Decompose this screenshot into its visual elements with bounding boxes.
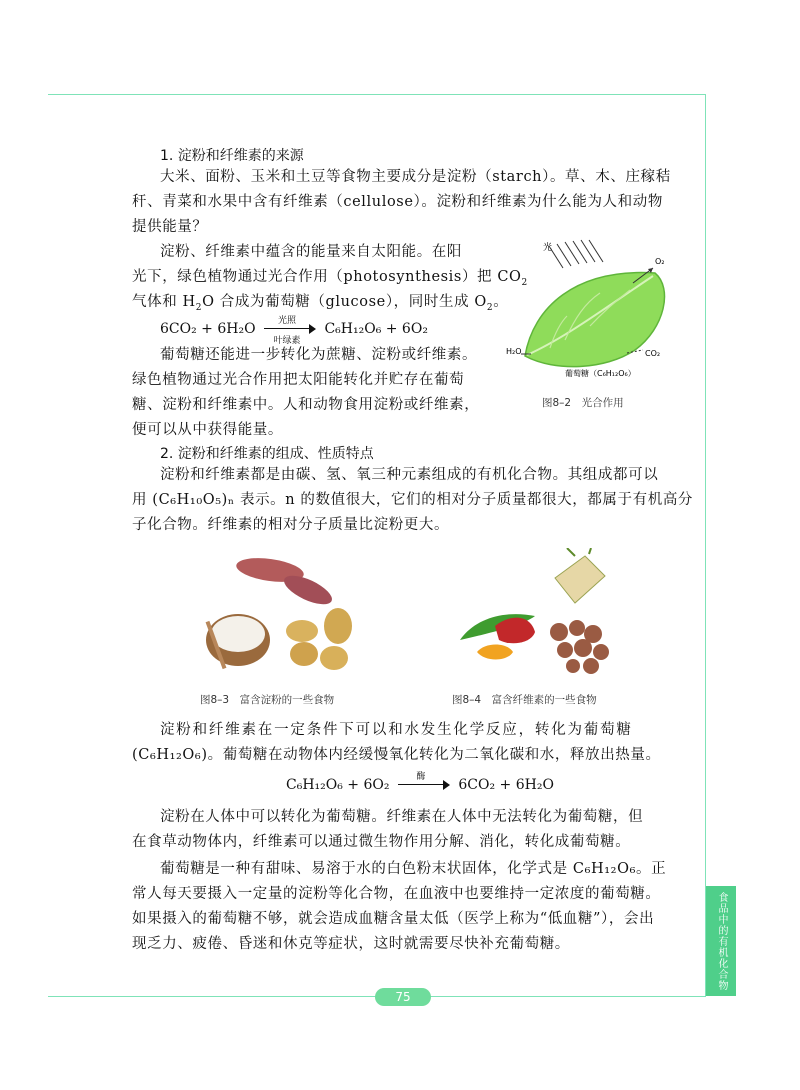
cellulose-foods-figure: [455, 548, 620, 680]
section3-para2-line2: 在食草动物体内，纤维素可以通过微生物作用分解、消化，转化成葡萄糖。: [132, 834, 631, 850]
leaf-icon: [525, 273, 665, 367]
mushrooms-icon: [550, 620, 609, 674]
eq1-right: C₆H₁₂O₆ + 6O₂: [324, 321, 428, 337]
eq1-condition-bottom: 叶绿素: [273, 336, 301, 346]
potato-icon: [320, 646, 348, 670]
frame-top-line: [48, 94, 706, 95]
section1-heading: 1. 淀粉和纤维素的来源: [160, 148, 304, 164]
eq2-left: C₆H₁₂O₆ + 6O₂: [286, 777, 390, 793]
label-co2: CO₂: [645, 349, 661, 358]
label-h2o: H₂O: [506, 347, 522, 356]
section2-heading: 2. 淀粉和纤维素的组成、性质特点: [160, 446, 374, 462]
section1-para3-line2: 绿色植物通过光合作用把太阳能转化并贮存在葡萄: [132, 372, 465, 388]
section3-para1-line1: 淀粉和纤维素在一定条件下可以和水发生化学反应，转化为葡萄糖: [160, 722, 633, 738]
section3-para3-line4: 现乏力、疲倦、昏迷和休克等症状，这时就需要尽快补充葡萄糖。: [132, 936, 570, 952]
page-number: 75: [375, 988, 431, 1006]
section1-para2-line1: 淀粉、纤维素中蕴含的能量来自太阳能。在阳: [160, 244, 462, 260]
photosynthesis-equation: [160, 316, 428, 346]
label-o2: O₂: [655, 257, 665, 266]
label-light: 光: [543, 243, 553, 253]
oxidation-equation: [286, 772, 554, 793]
eq1-left: 6CO₂ + 6H₂O: [160, 321, 256, 337]
eq2-right: 6CO₂ + 6H₂O: [458, 777, 554, 793]
figure82-caption: 图8–2 光合作用: [542, 397, 624, 409]
section3-para3-line1: 葡萄糖是一种有甜味、易溶于水的白色粉末状固体，化学式是 C₆H₁₂O₆。正: [160, 861, 667, 877]
bamboo-shoot-icon: [555, 556, 605, 603]
eq1-condition-top: 光照: [277, 316, 296, 326]
section2-para1-line2: 用 (C₆H₁₀O₅)ₙ 表示。n 的数值很大，它们的相对分子质量都很大，都属于有机高分: [132, 492, 694, 508]
section1-para2-line3: 气体和 $H_2O$ 合成为葡萄糖（glucose），同时生成 $O_2$。: [132, 294, 509, 313]
section1-para3-line4: 便可以从中获得能量。: [132, 422, 283, 438]
potato-icon: [290, 642, 318, 666]
eq1-arrow: [264, 316, 316, 346]
section1-para1: 大米、面粉、玉米和土豆等食物主要成分是淀粉（starch）。草、木、庄稼秸秆、青菜和水果中含有纤维素（cellulose）。淀粉和纤维素为什么能为人和动物提供能量？: [132, 169, 671, 235]
chapter-side-tab: 食品中的有机化合物: [706, 886, 736, 996]
section3-para1-line2: (C₆H₁₂O₆)。葡萄糖在动物体内经缓慢氧化转化为二氧化碳和水，释放出热量。: [132, 747, 661, 763]
figure83-caption: 图8–3 富含淀粉的一些食物: [200, 694, 335, 706]
section1-para2-line2: 光下，绿色植物通过光合作用（photosynthesis）把 $CO_2$: [132, 269, 528, 288]
frame-right-line: [705, 94, 706, 996]
starch-foods-figure: [200, 548, 370, 680]
section1-para3-line3: 糖、淀粉和纤维素中。人和动物食用淀粉或纤维素，: [132, 397, 480, 413]
label-glucose: 葡萄糖（C₆H₁₂O₆）: [565, 369, 636, 378]
section1-para3-line1: 葡萄糖还能进一步转化为蔗糖、淀粉或纤维素。: [160, 347, 478, 363]
photosynthesis-figure: [505, 238, 680, 388]
eq2-arrow: [398, 772, 450, 790]
potato-icon: [324, 608, 352, 644]
section3-para3-line3: 如果摄入的葡萄糖不够，就会造成血糖含量太低（医学上称为“低血糖”），会出: [132, 911, 655, 927]
section3-para3-line2: 常人每天要摄入一定量的淀粉等化合物，在血液中也要维持一定浓度的葡萄糖。: [132, 886, 661, 902]
sunlight-arrows-icon: [549, 240, 603, 268]
potato-icon: [286, 620, 318, 642]
eq2-condition: 酶: [416, 772, 426, 782]
yellow-pepper-icon: [477, 645, 513, 660]
section2-para1-line3: 子化合物。纤维素的相对分子质量比淀粉更大。: [132, 517, 450, 533]
section2-para1-line1: 淀粉和纤维素都是由碳、氢、氧三种元素组成的有机化合物。其组成都可以: [160, 467, 659, 483]
figure84-caption: 图8–4 富含纤维素的一些食物: [452, 694, 597, 706]
section3-para2-line1: 淀粉在人体中可以转化为葡萄糖。纤维素在人体中无法转化为葡萄糖，但: [160, 809, 644, 825]
rice-icon: [211, 616, 265, 652]
